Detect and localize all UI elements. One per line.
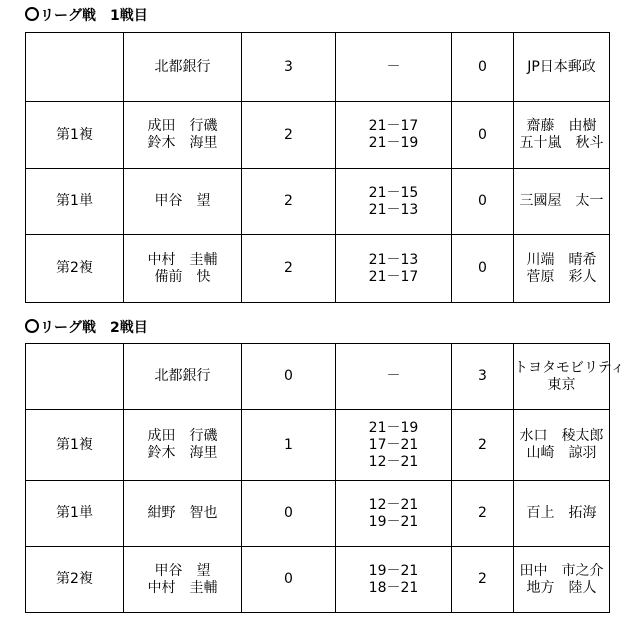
- player-name: 水口 稜太郎: [519, 428, 604, 444]
- score-dash: －: [336, 344, 452, 410]
- game-score: 21－15: [368, 184, 419, 201]
- player-name: 備前 快: [154, 268, 211, 285]
- players-left: [124, 169, 242, 235]
- players-right: [514, 481, 610, 547]
- row-score-left: 1: [242, 410, 336, 481]
- game-score: 17－21: [368, 436, 419, 453]
- match-2-title: [25, 318, 148, 338]
- game-scores: [336, 169, 452, 235]
- game-score: 21－13: [368, 251, 419, 268]
- player-name: 田中 市之介: [519, 562, 604, 579]
- table-row: [26, 169, 610, 235]
- row-score-right: 2: [452, 481, 514, 547]
- player-name: 成田 行磯: [147, 118, 218, 134]
- match-2-table: [25, 343, 625, 613]
- players-right: [514, 102, 610, 169]
- game-score: 21－19: [368, 135, 419, 151]
- player-name: 紺野 智也: [147, 505, 218, 521]
- row-score-right: 0: [452, 169, 514, 235]
- team-score-left: 3: [242, 33, 336, 102]
- game-score: 18－21: [368, 579, 419, 596]
- player-name: 三國屋 太一: [519, 193, 604, 209]
- table-header-row: [26, 33, 610, 102]
- player-name: 成田 行磯: [147, 428, 218, 444]
- team-left: 北都銀行: [124, 33, 242, 102]
- row-label: 第1複: [26, 410, 124, 481]
- player-name: 甲谷 望: [154, 193, 211, 209]
- player-name: 中村 圭輔: [147, 579, 218, 596]
- table-row: [26, 481, 610, 547]
- game-score: 21－13: [368, 201, 419, 218]
- game-score: 21－17: [368, 268, 419, 285]
- game-score: 19－21: [368, 562, 419, 579]
- players-right: [514, 547, 610, 613]
- row-label: 第1単: [26, 481, 124, 547]
- game-scores: [336, 481, 452, 547]
- row-score-left: 0: [242, 481, 336, 547]
- player-name: 山崎 諒羽: [526, 445, 597, 461]
- game-score: 12－21: [368, 453, 419, 470]
- player-name: 鈴木 海里: [147, 445, 218, 461]
- team-score-right: 0: [452, 33, 514, 102]
- game-score: 21－19: [368, 419, 419, 436]
- team-score-left: 0: [242, 344, 336, 410]
- row-score-left: 2: [242, 235, 336, 303]
- player-name: 菅原 彩人: [526, 268, 597, 285]
- row-score-right: 0: [452, 235, 514, 303]
- row-score-left: 2: [242, 102, 336, 169]
- player-name: 五十嵐 秋斗: [519, 135, 604, 151]
- table-header-row: [26, 344, 610, 410]
- match-1-title: [25, 6, 148, 26]
- circle-bullet-icon: [25, 319, 39, 333]
- player-name: 甲谷 望: [154, 562, 211, 579]
- row-score-right: 2: [452, 410, 514, 481]
- player-name: 地方 陸人: [526, 579, 597, 596]
- players-left: [124, 102, 242, 169]
- score-dash: －: [336, 33, 452, 102]
- players-left: [124, 410, 242, 481]
- header-blank-cell: [26, 344, 124, 410]
- player-name: 齋藤 由樹: [526, 118, 597, 134]
- players-right: [514, 169, 610, 235]
- match-1-table: [25, 32, 610, 303]
- team-left: 北都銀行: [124, 344, 242, 410]
- row-label: 第1単: [26, 169, 124, 235]
- row-label: 第1複: [26, 102, 124, 169]
- player-name: 百上 拓海: [526, 505, 597, 521]
- player-name: 川端 晴希: [526, 251, 597, 268]
- circle-bullet-icon: [25, 7, 39, 21]
- players-left: [124, 547, 242, 613]
- game-score: 19－21: [368, 513, 419, 530]
- row-label: 第2複: [26, 235, 124, 303]
- players-right: [514, 410, 610, 481]
- player-name: 鈴木 海里: [147, 135, 218, 151]
- team-right: トヨタモビリティ 東京: [514, 344, 610, 410]
- players-right: [514, 235, 610, 303]
- row-score-right: 2: [452, 547, 514, 613]
- row-score-right: 0: [452, 102, 514, 169]
- game-scores: [336, 235, 452, 303]
- row-label: 第2複: [26, 547, 124, 613]
- table-row: [26, 235, 610, 303]
- table-row: [26, 410, 610, 481]
- game-score: 12－21: [368, 496, 419, 513]
- player-name: 中村 圭輔: [147, 251, 218, 268]
- players-left: [124, 235, 242, 303]
- table-row: [26, 547, 610, 613]
- table-row: [26, 102, 610, 169]
- header-blank-cell: [26, 33, 124, 102]
- game-score: 21－17: [368, 118, 419, 134]
- game-scores: [336, 410, 452, 481]
- game-scores: [336, 102, 452, 169]
- team-score-right: 3: [452, 344, 514, 410]
- match-1-title-text: リーグ戦 1戦目: [40, 8, 148, 24]
- row-score-left: 2: [242, 169, 336, 235]
- row-score-left: 0: [242, 547, 336, 613]
- match-2-title-text: リーグ戦 2戦目: [40, 320, 148, 336]
- team-right: JP日本郵政: [514, 33, 610, 102]
- game-scores: [336, 547, 452, 613]
- players-left: [124, 481, 242, 547]
